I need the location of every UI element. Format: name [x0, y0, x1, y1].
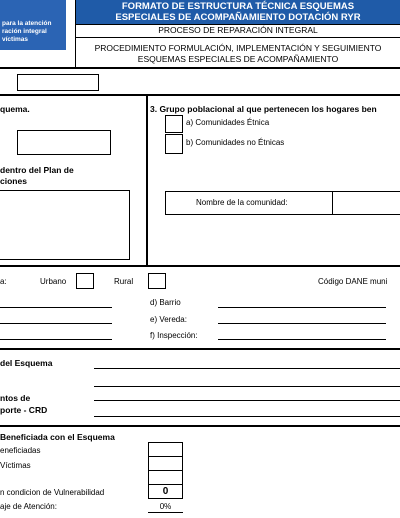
non-ethnic-option-label: b) Comunidades no Étnicas	[186, 138, 285, 147]
victims-field[interactable]	[148, 456, 183, 471]
scheme-field-line-2[interactable]	[94, 386, 400, 387]
barrio-label: d) Barrio	[150, 298, 181, 307]
code-field[interactable]	[17, 74, 99, 91]
community-name-field[interactable]	[333, 192, 400, 214]
victims-label: Víctimas	[0, 461, 31, 470]
section3-title: 3. Grupo poblacional al que pertenecen los hogares ben	[150, 104, 377, 114]
beneficiaries-field[interactable]	[148, 442, 183, 457]
entity-logo	[0, 0, 75, 68]
section2-title: quema.	[0, 104, 30, 114]
form-title-line1: FORMATO DE ESTRUCTURA TÉCNICA ESQUEMAS	[121, 1, 355, 12]
inspeccion-label: f) Inspección:	[150, 331, 198, 340]
scheme-name-field[interactable]	[17, 130, 111, 155]
procedure-line2: ESQUEMAS ESPECIALES DE ACOMPAÑAMIENTO	[137, 54, 339, 64]
non-ethnic-checkbox[interactable]	[165, 134, 183, 154]
blank-field[interactable]	[148, 470, 183, 485]
support-label-line2: porte - CRD	[0, 405, 48, 415]
rural-checkbox[interactable]	[148, 273, 166, 289]
left-field-line-3[interactable]	[0, 339, 112, 340]
ethnic-checkbox[interactable]	[165, 115, 183, 133]
vereda-label: e) Vereda:	[150, 315, 187, 324]
community-name-label: Nombre de la comunidad:	[196, 198, 288, 207]
scheme-field-line-1[interactable]	[94, 368, 400, 369]
support-field-line-2[interactable]	[94, 416, 400, 417]
population-title: Beneficiada con el Esquema	[0, 432, 115, 442]
vulnerability-value: 0	[162, 486, 169, 497]
support-field-line-1[interactable]	[94, 400, 400, 401]
barrio-field-line[interactable]	[218, 307, 386, 308]
urbano-checkbox[interactable]	[76, 273, 94, 289]
rural-label: Rural	[114, 277, 134, 286]
vereda-field-line[interactable]	[218, 323, 386, 324]
process-name: PROCESO DE REPARACIÓN INTEGRAL	[158, 25, 318, 35]
scheme-label: del Esquema	[0, 358, 53, 368]
logo-text-3: víctimas	[2, 36, 29, 43]
logo-text-2: ración integral	[2, 28, 47, 35]
form-title-line2: ESPECIALES DE ACOMPAÑAMIENTO DOTACIÓN RYR	[115, 12, 361, 23]
attention-percentage-label: aje de Atención:	[0, 502, 57, 511]
beneficiaries-label: eneficiadas	[0, 446, 41, 455]
procedure-line1: PROCEDIMIENTO FORMULACIÓN, IMPLEMENTACIÓN Y SEGUIMIENTO	[94, 43, 382, 53]
inspeccion-field-line[interactable]	[218, 339, 386, 340]
attention-percentage-value: 0%	[159, 502, 172, 511]
plan-description-field[interactable]	[0, 190, 130, 260]
urbano-label: Urbano	[40, 277, 67, 286]
support-label-line1: ntos de	[0, 393, 31, 403]
form-title	[76, 0, 400, 24]
vulnerability-label: n condicion de Vulnerabilidad	[0, 488, 105, 497]
left-field-line-2[interactable]	[0, 323, 112, 324]
plan-label-line2: ciones	[0, 176, 27, 186]
ethnic-option-label: a) Comunidades Étnica	[186, 118, 270, 127]
zone-label: a:	[0, 277, 7, 286]
left-field-line-1[interactable]	[0, 307, 112, 308]
logo-text-1: para la atención	[2, 20, 52, 27]
plan-label-line1: dentro del Plan de	[0, 165, 74, 175]
dane-code-label: Código DANE muni	[318, 277, 388, 286]
